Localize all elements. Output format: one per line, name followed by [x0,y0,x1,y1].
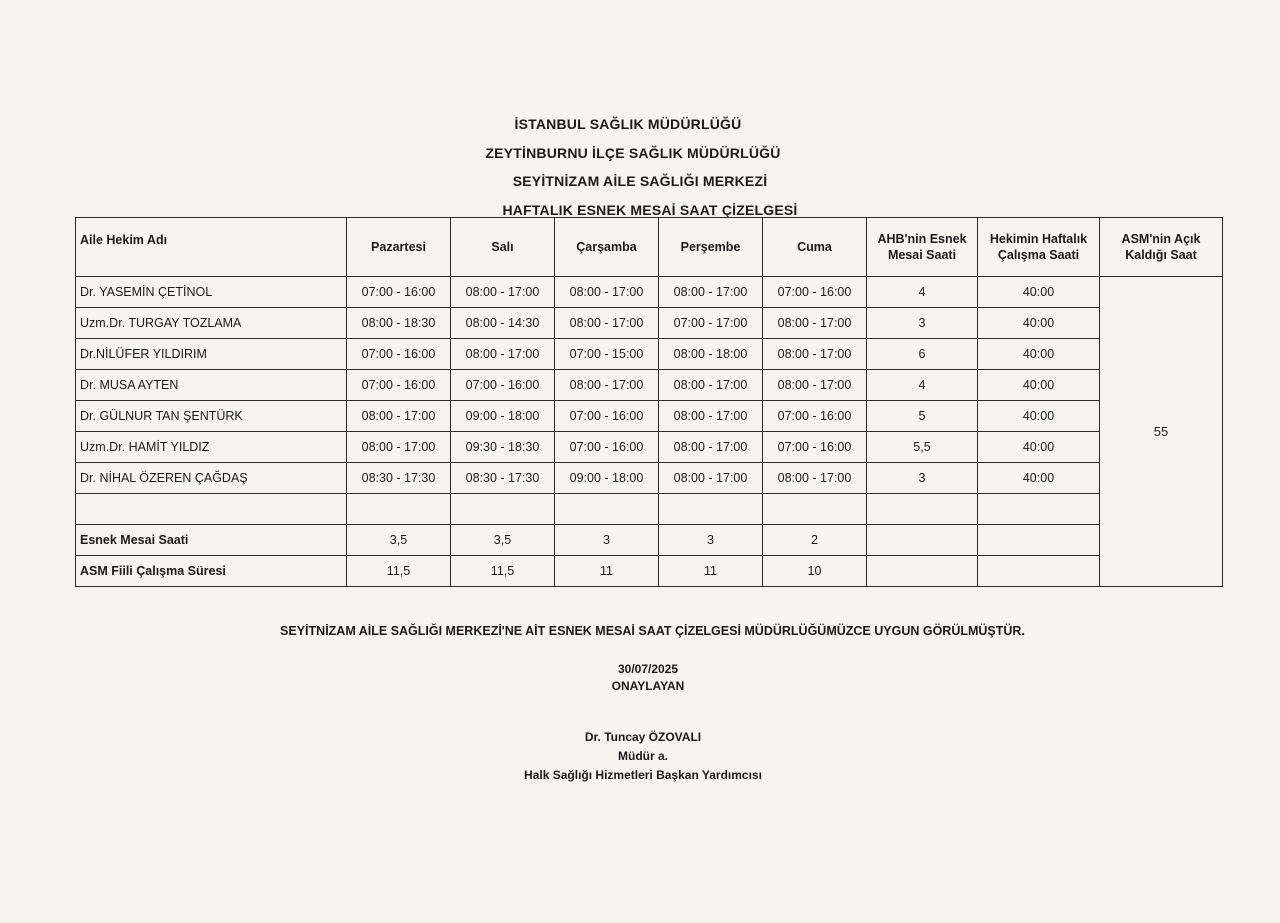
monday-hours: 07:00 - 16:00 [347,339,451,370]
flex-friday: 2 [763,525,867,556]
weekly-hours: 40:00 [978,308,1100,339]
table-row [76,277,1223,308]
flex-thursday: 3 [659,525,763,556]
empty-cell [867,494,978,525]
col-header-name: Aile Hekim Adı [76,218,347,277]
monday-hours: 07:00 - 16:00 [347,370,451,401]
flex-summary-label: Esnek Mesai Saati [76,525,347,556]
monday-hours: 08:00 - 17:00 [347,432,451,463]
approval-status: ONAYLAYAN [611,679,685,693]
col-header-thursday: Perşembe [659,218,763,277]
weekly-hours: 40:00 [978,277,1100,308]
friday-hours: 08:00 - 17:00 [763,370,867,401]
flex-wednesday: 3 [555,525,659,556]
friday-hours: 08:00 - 17:00 [763,339,867,370]
tuesday-hours: 08:00 - 14:30 [451,308,555,339]
tuesday-hours: 09:00 - 18:00 [451,401,555,432]
doctor-name: Dr. MUSA AYTEN [76,370,347,401]
approval-date: 30/07/2025 [617,662,679,676]
flex-hours: 6 [867,339,978,370]
col-header-flex-hours: AHB'nin Esnek Mesai Saati [867,218,978,277]
empty-row [76,494,1223,525]
empty-cell [659,494,763,525]
wednesday-hours: 08:00 - 17:00 [555,370,659,401]
tuesday-hours: 08:00 - 17:00 [451,339,555,370]
wednesday-hours: 07:00 - 16:00 [555,401,659,432]
table-row [76,308,1223,339]
friday-hours: 07:00 - 16:00 [763,277,867,308]
table-row [76,432,1223,463]
col-header-monday: Pazartesi [347,218,451,277]
tuesday-hours: 08:00 - 17:00 [451,277,555,308]
empty-cell [978,494,1100,525]
monday-hours: 08:30 - 17:30 [347,463,451,494]
monday-hours: 07:00 - 16:00 [347,277,451,308]
empty-cell [867,556,978,587]
approval-statement: SEYİTNİZAM AİLE SAĞLIĞI MERKEZİ'NE AİT ESNEK MESAİ SAAT ÇİZELGESİ MÜDÜRLÜĞÜMÜZCE UYGUN GÖRÜLMÜŞTÜR. [280,624,1025,638]
empty-cell [763,494,867,525]
doctor-name: Dr. NİHAL ÖZEREN ÇAĞDAŞ [76,463,347,494]
weekly-hours: 40:00 [978,339,1100,370]
doctor-name: Dr.NİLÜFER YILDIRIM [76,339,347,370]
col-header-friday: Cuma [763,218,867,277]
tuesday-hours: 07:00 - 16:00 [451,370,555,401]
actual-summary-row [76,556,1223,587]
wednesday-hours: 09:00 - 18:00 [555,463,659,494]
flex-hours: 4 [867,370,978,401]
col-header-tuesday: Salı [451,218,555,277]
weekly-hours: 40:00 [978,370,1100,401]
wednesday-hours: 08:00 - 17:00 [555,277,659,308]
flex-monday: 3,5 [347,525,451,556]
monday-hours: 08:00 - 18:30 [347,308,451,339]
friday-hours: 08:00 - 17:00 [763,463,867,494]
thursday-hours: 08:00 - 18:00 [659,339,763,370]
table-row [76,401,1223,432]
header-district: ZEYTİNBURNU İLÇE SAĞLIK MÜDÜRLÜĞÜ [485,145,781,161]
doctor-name: Dr. GÜLNUR TAN ŞENTÜRK [76,401,347,432]
thursday-hours: 08:00 - 17:00 [659,370,763,401]
table-row [76,370,1223,401]
col-header-weekly-hours: Hekimin Haftalık Çalışma Saati [978,218,1100,277]
monday-hours: 08:00 - 17:00 [347,401,451,432]
document-title: HAFTALIK ESNEK MESAİ SAAT ÇİZELGESİ [502,202,798,218]
doctor-name: Dr. YASEMİN ÇETİNOL [76,277,347,308]
actual-wednesday: 11 [555,556,659,587]
doctor-name: Uzm.Dr. HAMİT YILDIZ [76,432,347,463]
weekly-hours: 40:00 [978,432,1100,463]
thursday-hours: 08:00 - 17:00 [659,463,763,494]
empty-cell [347,494,451,525]
header-center: SEYİTNİZAM AİLE SAĞLIĞI MERKEZİ [512,173,768,189]
flex-hours: 4 [867,277,978,308]
empty-cell [76,494,347,525]
signatory-title: Halk Sağlığı Hizmetleri Başkan Yardımcısı [524,768,762,782]
empty-cell [555,494,659,525]
empty-cell [867,525,978,556]
empty-cell [451,494,555,525]
friday-hours: 07:00 - 16:00 [763,401,867,432]
wednesday-hours: 07:00 - 16:00 [555,432,659,463]
flex-hours: 5 [867,401,978,432]
empty-cell [978,525,1100,556]
actual-thursday: 11 [659,556,763,587]
flex-summary-row [76,525,1223,556]
thursday-hours: 07:00 - 17:00 [659,308,763,339]
doctor-name: Uzm.Dr. TURGAY TOZLAMA [76,308,347,339]
actual-friday: 10 [763,556,867,587]
table-header-row [76,218,1223,277]
flex-tuesday: 3,5 [451,525,555,556]
thursday-hours: 08:00 - 17:00 [659,401,763,432]
table-row [76,339,1223,370]
schedule-table [75,217,1223,587]
wednesday-hours: 07:00 - 15:00 [555,339,659,370]
flex-hours: 3 [867,463,978,494]
actual-summary-label: ASM Fiili Çalışma Süresi [76,556,347,587]
col-header-wednesday: Çarşamba [555,218,659,277]
wednesday-hours: 08:00 - 17:00 [555,308,659,339]
thursday-hours: 08:00 - 17:00 [659,432,763,463]
thursday-hours: 08:00 - 17:00 [659,277,763,308]
flex-hours: 3 [867,308,978,339]
flex-hours: 5,5 [867,432,978,463]
friday-hours: 08:00 - 17:00 [763,308,867,339]
tuesday-hours: 08:30 - 17:30 [451,463,555,494]
friday-hours: 07:00 - 16:00 [763,432,867,463]
signatory-role: Müdür a. [618,749,668,763]
header-ministry: İSTANBUL SAĞLIK MÜDÜRLÜĞÜ [514,116,742,132]
empty-cell [978,556,1100,587]
weekly-hours: 40:00 [978,401,1100,432]
weekly-hours: 40:00 [978,463,1100,494]
tuesday-hours: 09:30 - 18:30 [451,432,555,463]
signatory-name: Dr. Tuncay ÖZOVALI [584,730,702,744]
actual-tuesday: 11,5 [451,556,555,587]
actual-monday: 11,5 [347,556,451,587]
asm-open-hours: 55 [1100,277,1223,587]
col-header-open-hours: ASM'nin Açık Kaldığı Saat [1100,218,1223,277]
table-row [76,463,1223,494]
